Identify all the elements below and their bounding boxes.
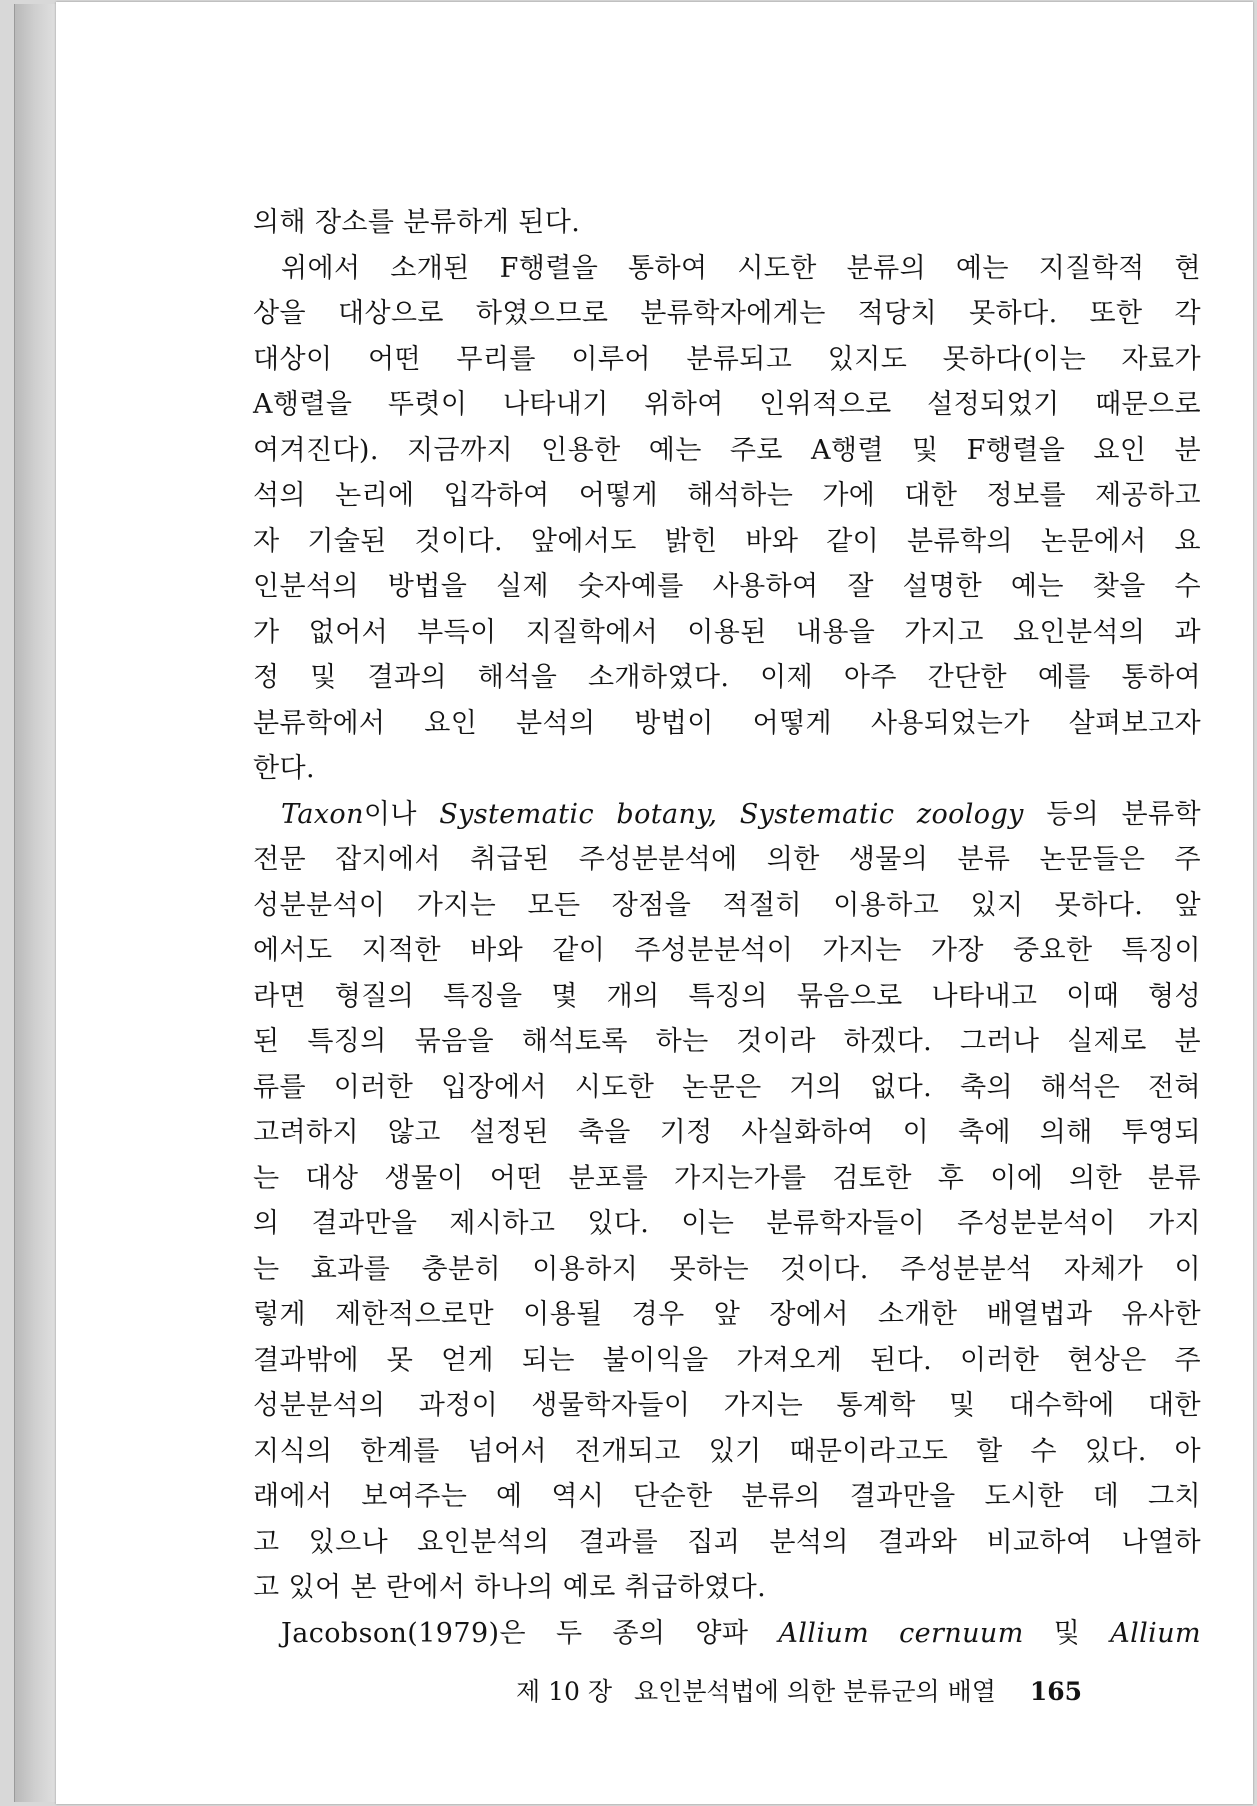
body-text [253,200,1201,1656]
book-spine [14,4,59,1802]
text-line-taxon [253,792,1201,838]
text-line-allium [253,1611,1201,1657]
text-line: 결과밖에 못 얻게 되는 불이익을 가져오게 된다. 이러한 현상은 주 [253,1344,1201,1376]
text-fragment: 등의 분류학 [1046,798,1201,830]
text-line: 의해 장소를 분류하게 된다. [253,207,581,238]
text-line: 성분분석의 과정이 생물학자들이 가지는 통계학 및 대수학에 대한 [253,1390,1201,1421]
journal-name-taxon: Taxon [281,798,364,830]
text-line: 는 대상 생물이 어떤 분포를 가지는가를 검토한 후 이에 의한 분류 [253,1162,1201,1194]
text-line: 성분분석이 가지는 모든 장점을 적절히 이용하고 있지 못하다. 앞 [253,889,1201,921]
text-fragment: 및 [1053,1617,1081,1649]
text-line: 는 효과를 충분히 이용하지 못하는 것이다. 주성분분석 자체가 이 [253,1253,1201,1285]
text-line: 래에서 보여주는 예 역시 단순한 분류의 결과만을 도시한 데 그치 [253,1481,1201,1512]
text-line: 정 및 결과의 해석을 소개하였다. 이제 아주 간단한 예를 통하여 [253,662,1201,693]
text-line: 고려하지 않고 설정된 축을 기정 사실화하여 이 축에 의해 투영되 [253,1117,1201,1148]
chapter-title: 요인분석법에 의한 분류군의 배열 [633,1677,996,1706]
book-page [56,2,1253,1804]
text-line: 고 있으나 요인분석의 결과를 집괴 분석의 결과와 비교하여 나열하 [253,1526,1201,1558]
text-line: 한다. [253,753,315,784]
text-line: 여겨진다). 지금까지 인용한 예는 주로 A행렬 및 F행렬을 요인 분 [253,434,1201,466]
chapter-number: 제 10 장 [516,1677,613,1706]
text-line: 위에서 소개된 F행렬을 통하여 시도한 분류의 예는 지질학적 현 [281,252,1201,284]
text-line: 전문 잡지에서 취급된 주성분분석에 의한 생물의 분류 논문들은 주 [253,844,1201,875]
text-line: A행렬을 뚜렷이 나타내기 위하여 인위적으로 설정되었기 때문으로 [253,389,1201,420]
text-line: 자 기술된 것이다. 앞에서도 밝힌 바와 같이 분류학의 논문에서 요 [253,525,1201,557]
journal-names-systematic: Systematic botany, Systematic zoology [439,798,1024,830]
text-line: 석의 논리에 입각하여 어떻게 해석하는 가에 대한 정보를 제공하고 [253,480,1201,511]
text-line: 라면 형질의 특징을 몇 개의 특징의 묶음으로 나타내고 이때 형성 [253,980,1201,1012]
genus-name: Allium [1110,1617,1201,1649]
text-line: 된 특징의 묶음을 해석토록 하는 것이라 하겠다. 그러나 실제로 분 [253,1026,1201,1057]
text-line: 렇게 제한적으로만 이용될 경우 앞 장에서 소개한 배열법과 유사한 [253,1299,1201,1330]
text-line: 고 있어 본 란에서 하나의 예로 취급하였다. [253,1572,767,1603]
page-number: 165 [1029,1677,1083,1706]
text-line: 의 결과만을 제시하고 있다. 이는 분류학자들이 주성분분석이 가지 [253,1208,1201,1239]
text-line: 대상이 어떤 무리를 이루어 분류되고 있지도 못하다(이는 자료가 [253,343,1201,375]
text-line: 가 없어서 부득이 지질학에서 이용된 내용을 가지고 요인분석의 과 [253,616,1201,648]
text-fragment: 이나 [363,798,417,830]
species-name: Allium cernuum [778,1617,1024,1649]
text-line: 상을 대상으로 하였으므로 분류학자에게는 적당치 못하다. 또한 각 [253,298,1201,329]
text-line: 지식의 한계를 넘어서 전개되고 있기 때문이라고도 할 수 있다. 아 [253,1435,1201,1467]
text-line: 류를 이러한 입장에서 시도한 논문은 거의 없다. 축의 해석은 전혀 [253,1071,1201,1103]
text-fragment: Jacobson(1979)은 두 종의 양파 [281,1617,749,1649]
text-line: 인분석의 방법을 실제 숫자예를 사용하여 잘 설명한 예는 찾을 수 [253,571,1201,602]
running-footer [516,1672,1176,1708]
text-line: 에서도 지적한 바와 같이 주성분분석이 가지는 가장 중요한 특징이 [253,935,1201,966]
text-line: 분류학에서 요인 분석의 방법이 어떻게 사용되었는가 살펴보고자 [253,707,1201,739]
